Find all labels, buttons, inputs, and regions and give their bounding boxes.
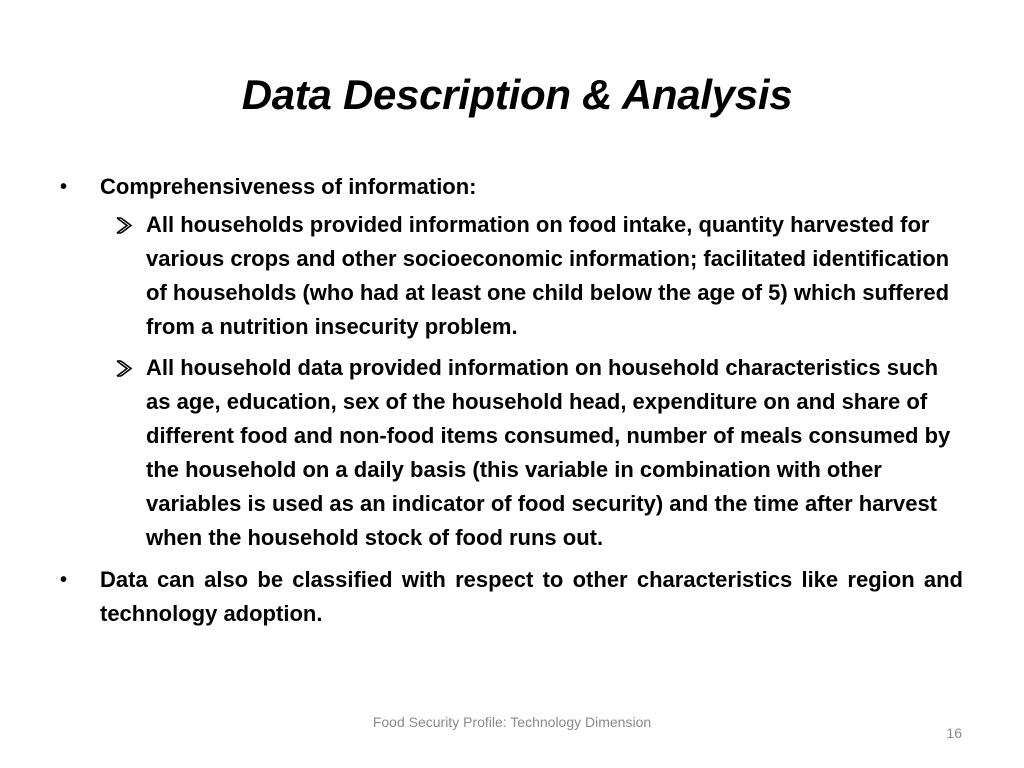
sub-bullet-item (60, 208, 963, 344)
arrow-bullet-icon (116, 351, 140, 385)
sub-bullet-text: All households provided information on food intake, quantity harvested for various crops and other socioeconomic information; facilitated identification of households (who had at least one child below the age of 5) which suffered from a nutrition insecurity problem. (146, 212, 950, 339)
arrow-bullet-icon (116, 208, 140, 242)
sub-bullet-item (60, 351, 963, 555)
bullet-marker: • (60, 176, 68, 198)
bullet-item (60, 563, 963, 631)
bullet-text: Data can also be classified with respect to other characteristics like region and technology adoption. (100, 567, 963, 626)
page-number: 16 (946, 725, 962, 741)
bullet-item (60, 170, 963, 204)
slide-title: Data Description & Analysis (241, 71, 793, 118)
slide-body (60, 170, 963, 631)
bullet-marker: • (60, 569, 68, 591)
slide-footer: Food Security Profile: Technology Dimension (372, 714, 652, 730)
sub-bullet-text: All household data provided information on household characteristics such as age, education, sex of the household head, expenditure on and share of different food and non-food items consumed, number of meals consumed by the household on a daily basis (this variable in combination with other variables is used as an indicator of food security) and the time after harvest when the household stock of food runs out. (146, 355, 951, 550)
bullet-text: Comprehensiveness of information: (100, 174, 477, 199)
